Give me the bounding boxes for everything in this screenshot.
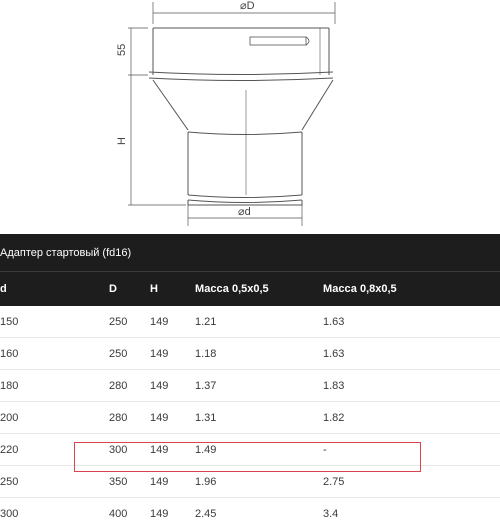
table-row	[0, 434, 500, 466]
cell-d: 180	[0, 370, 109, 402]
cell-mass-08: 3.4	[323, 498, 500, 529]
column-header-D: D	[109, 272, 150, 307]
cell-H: 149	[150, 466, 195, 498]
cell-H: 149	[150, 402, 195, 434]
cell-mass-08: 1.82	[323, 402, 500, 434]
cell-D: 250	[109, 306, 150, 338]
cell-D: 300	[109, 434, 150, 466]
cell-H: 149	[150, 370, 195, 402]
cell-D: 280	[109, 370, 150, 402]
cell-mass-05: 1.96	[195, 466, 323, 498]
cell-d: 220	[0, 434, 109, 466]
cell-d: 200	[0, 402, 109, 434]
table-row	[0, 370, 500, 402]
cell-D: 350	[109, 466, 150, 498]
cell-mass-05: 1.49	[195, 434, 323, 466]
cell-H: 149	[150, 306, 195, 338]
table-title-row	[0, 234, 500, 272]
cell-mass-08: 1.63	[323, 338, 500, 370]
cell-mass-05: 1.37	[195, 370, 323, 402]
outer-diameter-label: ⌀D	[240, 0, 255, 12]
cell-H: 149	[150, 498, 195, 529]
cell-D: 400	[109, 498, 150, 529]
cell-d: 150	[0, 306, 109, 338]
height-label: H	[116, 137, 128, 145]
table-row	[0, 402, 500, 434]
collar-height-label: 55	[116, 44, 128, 56]
table-title: Адаптер стартовый (fd16)	[0, 234, 500, 272]
cell-D: 280	[109, 402, 150, 434]
cell-mass-08: 1.83	[323, 370, 500, 402]
cell-mass-05: 1.31	[195, 402, 323, 434]
adapter-spec-table	[0, 234, 500, 529]
cell-mass-08: 2.75	[323, 466, 500, 498]
cell-mass-05: 1.21	[195, 306, 323, 338]
table-row	[0, 306, 500, 338]
cell-mass-05: 2.45	[195, 498, 323, 529]
column-header-mass-08: Масса 0,8x0,5	[323, 272, 500, 307]
inner-diameter-label: ⌀d	[238, 206, 251, 218]
cell-mass-08: 1.63	[323, 306, 500, 338]
cell-mass-05: 1.18	[195, 338, 323, 370]
table-header-row	[0, 272, 500, 307]
cell-d: 250	[0, 466, 109, 498]
cell-d: 160	[0, 338, 109, 370]
adapter-technical-drawing	[0, 0, 500, 228]
column-header-mass-05: Масса 0,5x0,5	[195, 272, 323, 307]
table-row	[0, 338, 500, 370]
column-header-d: d	[0, 272, 109, 307]
table-row	[0, 498, 500, 529]
cell-D: 250	[109, 338, 150, 370]
cell-H: 149	[150, 338, 195, 370]
column-header-H: H	[150, 272, 195, 307]
cell-mass-08: -	[323, 434, 500, 466]
table-row-highlighted	[0, 466, 500, 498]
cell-d: 300	[0, 498, 109, 529]
cell-H: 149	[150, 434, 195, 466]
